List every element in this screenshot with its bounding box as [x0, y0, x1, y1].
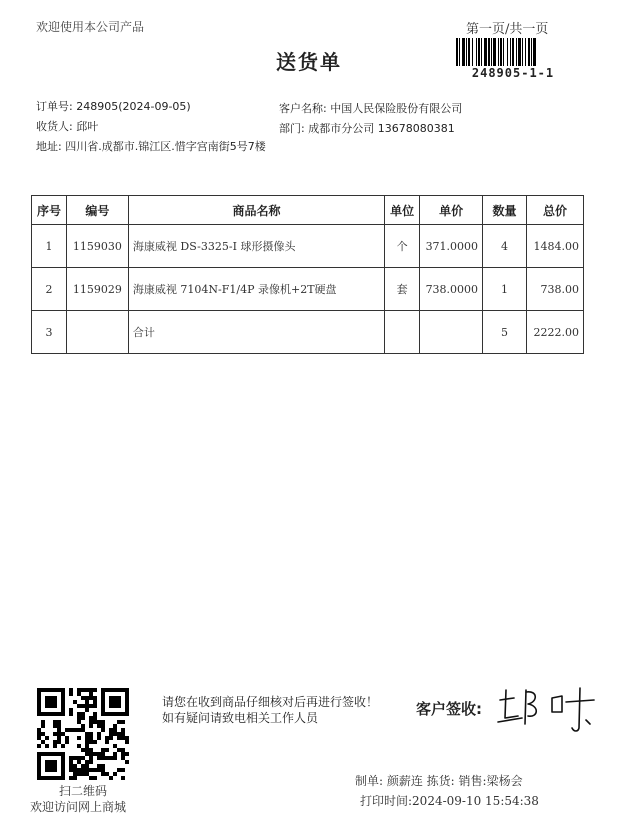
customer-label: 客户名称: — [279, 102, 327, 115]
goods-table — [31, 195, 584, 354]
receiver-label: 收货人: — [36, 120, 73, 133]
item-unit — [385, 311, 420, 354]
maker-line: 制单: 颜薪连 拣货: 销售:梁杨会 — [355, 774, 523, 788]
table-header-row — [32, 196, 584, 225]
unit-price: 371.0000 — [420, 225, 483, 268]
table-row-total — [32, 311, 584, 354]
total-price: 1484.00 — [526, 225, 583, 268]
customer-value: 中国人民保险股份有限公司 — [330, 102, 463, 115]
address-label: 地址: — [36, 140, 62, 153]
customer-line — [279, 100, 462, 116]
column-header: 编号 — [66, 196, 128, 225]
column-header: 总价 — [526, 196, 583, 225]
visit-shop-label: 欢迎访问网上商城 — [30, 800, 127, 814]
column-header: 单位 — [385, 196, 420, 225]
page-indicator: 第一页/共一页 — [466, 22, 549, 37]
unit-price — [420, 311, 483, 354]
order-number-value: 248905(2024-09-05) — [76, 100, 191, 113]
item-code: 1159030 — [66, 225, 128, 268]
unit-price: 738.0000 — [420, 268, 483, 311]
print-time: 打印时间:2024-09-10 15:54:38 — [360, 794, 539, 808]
customer-sign-label: 客户签收: — [416, 700, 482, 718]
total-quantity: 5 — [483, 311, 527, 354]
order-number-line — [36, 98, 191, 114]
quantity: 1 — [483, 268, 527, 311]
receiver-value: 邱叶 — [76, 120, 99, 133]
department-value: 成都市分公司 13678080381 — [308, 122, 455, 135]
address-line — [36, 138, 266, 154]
row-index: 3 — [32, 311, 67, 354]
scan-qr-label: 扫二维码 — [58, 784, 107, 798]
column-header: 商品名称 — [128, 196, 384, 225]
row-index: 1 — [32, 225, 67, 268]
table-row — [32, 268, 584, 311]
table-row — [32, 225, 584, 268]
item-code: 1159029 — [66, 268, 128, 311]
row-index: 2 — [32, 268, 67, 311]
handwritten-signature — [492, 678, 602, 738]
barcode-number: 248905-1-1 — [471, 66, 555, 80]
total-label: 合计 — [128, 311, 384, 354]
quantity: 4 — [483, 225, 527, 268]
column-header: 数量 — [483, 196, 527, 225]
document-title: 送货单 — [276, 50, 342, 74]
qr-code-icon[interactable] — [37, 688, 129, 780]
item-unit: 套 — [385, 268, 420, 311]
total-price: 738.00 — [526, 268, 583, 311]
item-code — [66, 311, 128, 354]
address-value: 四川省.成都市.锦江区.惜字宫南街5号7楼 — [65, 140, 266, 153]
receiver-line — [36, 118, 98, 134]
column-header: 序号 — [32, 196, 67, 225]
welcome-text: 欢迎使用本公司产品 — [36, 20, 145, 34]
notice-text: 请您在收到商品仔细核对后再进行签收！如有疑问请致电相关工作人员 — [162, 695, 379, 725]
department-line — [279, 120, 455, 136]
item-name: 海康威视 DS-3325-I 球形摄像头 — [128, 225, 384, 268]
column-header: 单价 — [420, 196, 483, 225]
grand-total: 2222.00 — [526, 311, 583, 354]
item-unit: 个 — [385, 225, 420, 268]
order-number-label: 订单号: — [36, 100, 73, 113]
item-name: 海康威视 7104N-F1/4P 录像机+2T硬盘 — [128, 268, 384, 311]
department-label: 部门: — [279, 122, 305, 135]
